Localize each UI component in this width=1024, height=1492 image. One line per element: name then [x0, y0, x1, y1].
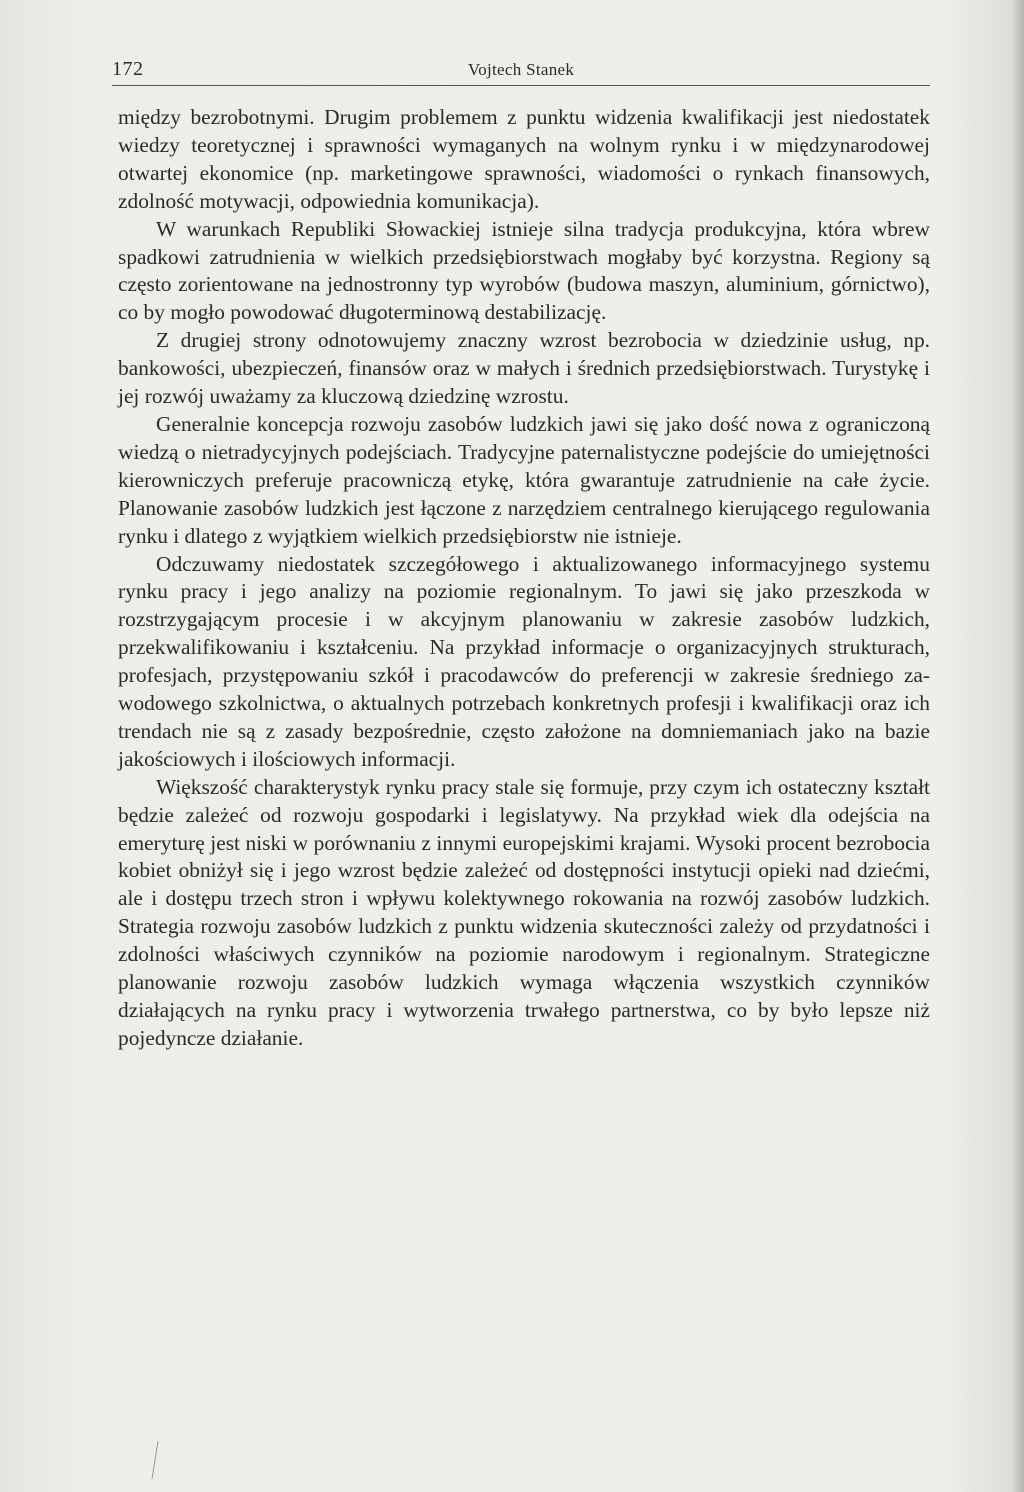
paragraph-5: Odczuwamy niedostatek szczegółowego i aktualizowanego informacyjnego systemu rynku pracy i jego analizy na poziomie regionalnym. To jawi się jako przeszkoda w rozstrzygającym procesie i w akcyjnym planowaniu w zakresie zasobów ludzkich, przekwalifikowaniu i kształceniu. Na przykład informacje o organizacyjnych strukturach, profesjach, przystępowaniu szkół i pracodawców do preferencji w zakresie średniego zawodowego szkolnictwa, o aktualnych potrzebach konkretnych profesji i kwalifikacji oraz ich trendach nie są z zasady bezpośrednie, często założone na domniemaniach jako na bazie jakościowych i ilościowych informacji.	[118, 551, 930, 771]
page-number: 172	[112, 58, 144, 80]
paragraph-4: Generalnie koncepcja rozwoju zasobów ludzkich jawi się jako dość nowa z ograniczoną wiedzą o nietradycyjnych podejściach. Tradycyjne paternalistyczne podejście do umiejętności kierowniczych preferuje pracowniczą etykę, która gwarantuje zatrudnienie na całe życie. Planowanie zasobów ludzkich jest łączone z narzędziem centralnego kierującego regulowania rynku i dlatego z wyjątkiem wielkich przedsiębiorstw nie istnieje.	[118, 411, 930, 548]
pencil-mark	[150, 1440, 160, 1480]
page-header	[112, 58, 930, 86]
paragraph-1: między bezrobotnymi. Drugim problemem z punktu widzenia kwalifikacji jest niedostatek wiedzy teoretycznej i sprawności wymaganych na wolnym rynku i w międzynarodowej otwartej ekonomice (np. marketingowe sprawności, wiadomości o rynkach finansowych, zdolność motywacji, odpowiednia komunikacja).	[118, 105, 930, 213]
paragraph-2: W warunkach Republiki Słowackiej istnieje silna tradycja produkcyjna, która wbrew spadkowi zatrudnienia w wielkich przedsiębiorstwach mogłaby być korzystna. Regiony są często zorientowane na jednostronny typ wyrobów (budowa maszyn, aluminium, górnictwo), co by mogło powodować długoterminową destabilizację.	[118, 216, 930, 325]
paragraph-6: Większość charakterystyk rynku pracy stale się formuje, przy czym ich ostateczny kształt będzie zależeć od rozwoju gospodarki i legislatywy. Na przykład wiek dla odejścia na emeryturę jest niski w porównaniu z innymi europejskimi krajami. Wysoki procent bezrobocia kobiet obniżył się i jego wzrost będzie zależeć od dostępności instytucji opieki nad dziećmi, ale i dostępu trzech stron i wpływu kolektywnego rokowania na rozwój zasobów ludzkich. Strategia rozwoju zasobów ludzkich z punktu widzenia skuteczności zależy od przydatności i zdolności właściwych czynników na poziomie narodowym i regionalnym. Strategiczne planowanie rozwoju zasobów ludzkich wymaga włączenia wszystkich czynników działających na rynku pracy i wytworzenia trwałego partnerstwa, co by było lepsze niż pojedyncze działanie.	[118, 774, 930, 1050]
page-edge-shadow	[1010, 0, 1024, 1492]
body-text	[118, 104, 930, 1053]
running-head: Vojtech Stanek	[467, 60, 575, 79]
header-rule	[112, 85, 930, 86]
paragraph-3: Z drugiej strony odnotowujemy znaczny wzrost bezrobocia w dziedzinie usług, np. bankowości, ubezpieczeń, finansów oraz w małych i średnich przedsiębiorstwach. Turystykę i jej rozwój uważamy za kluczową dziedzinę wzrostu.	[118, 328, 930, 409]
